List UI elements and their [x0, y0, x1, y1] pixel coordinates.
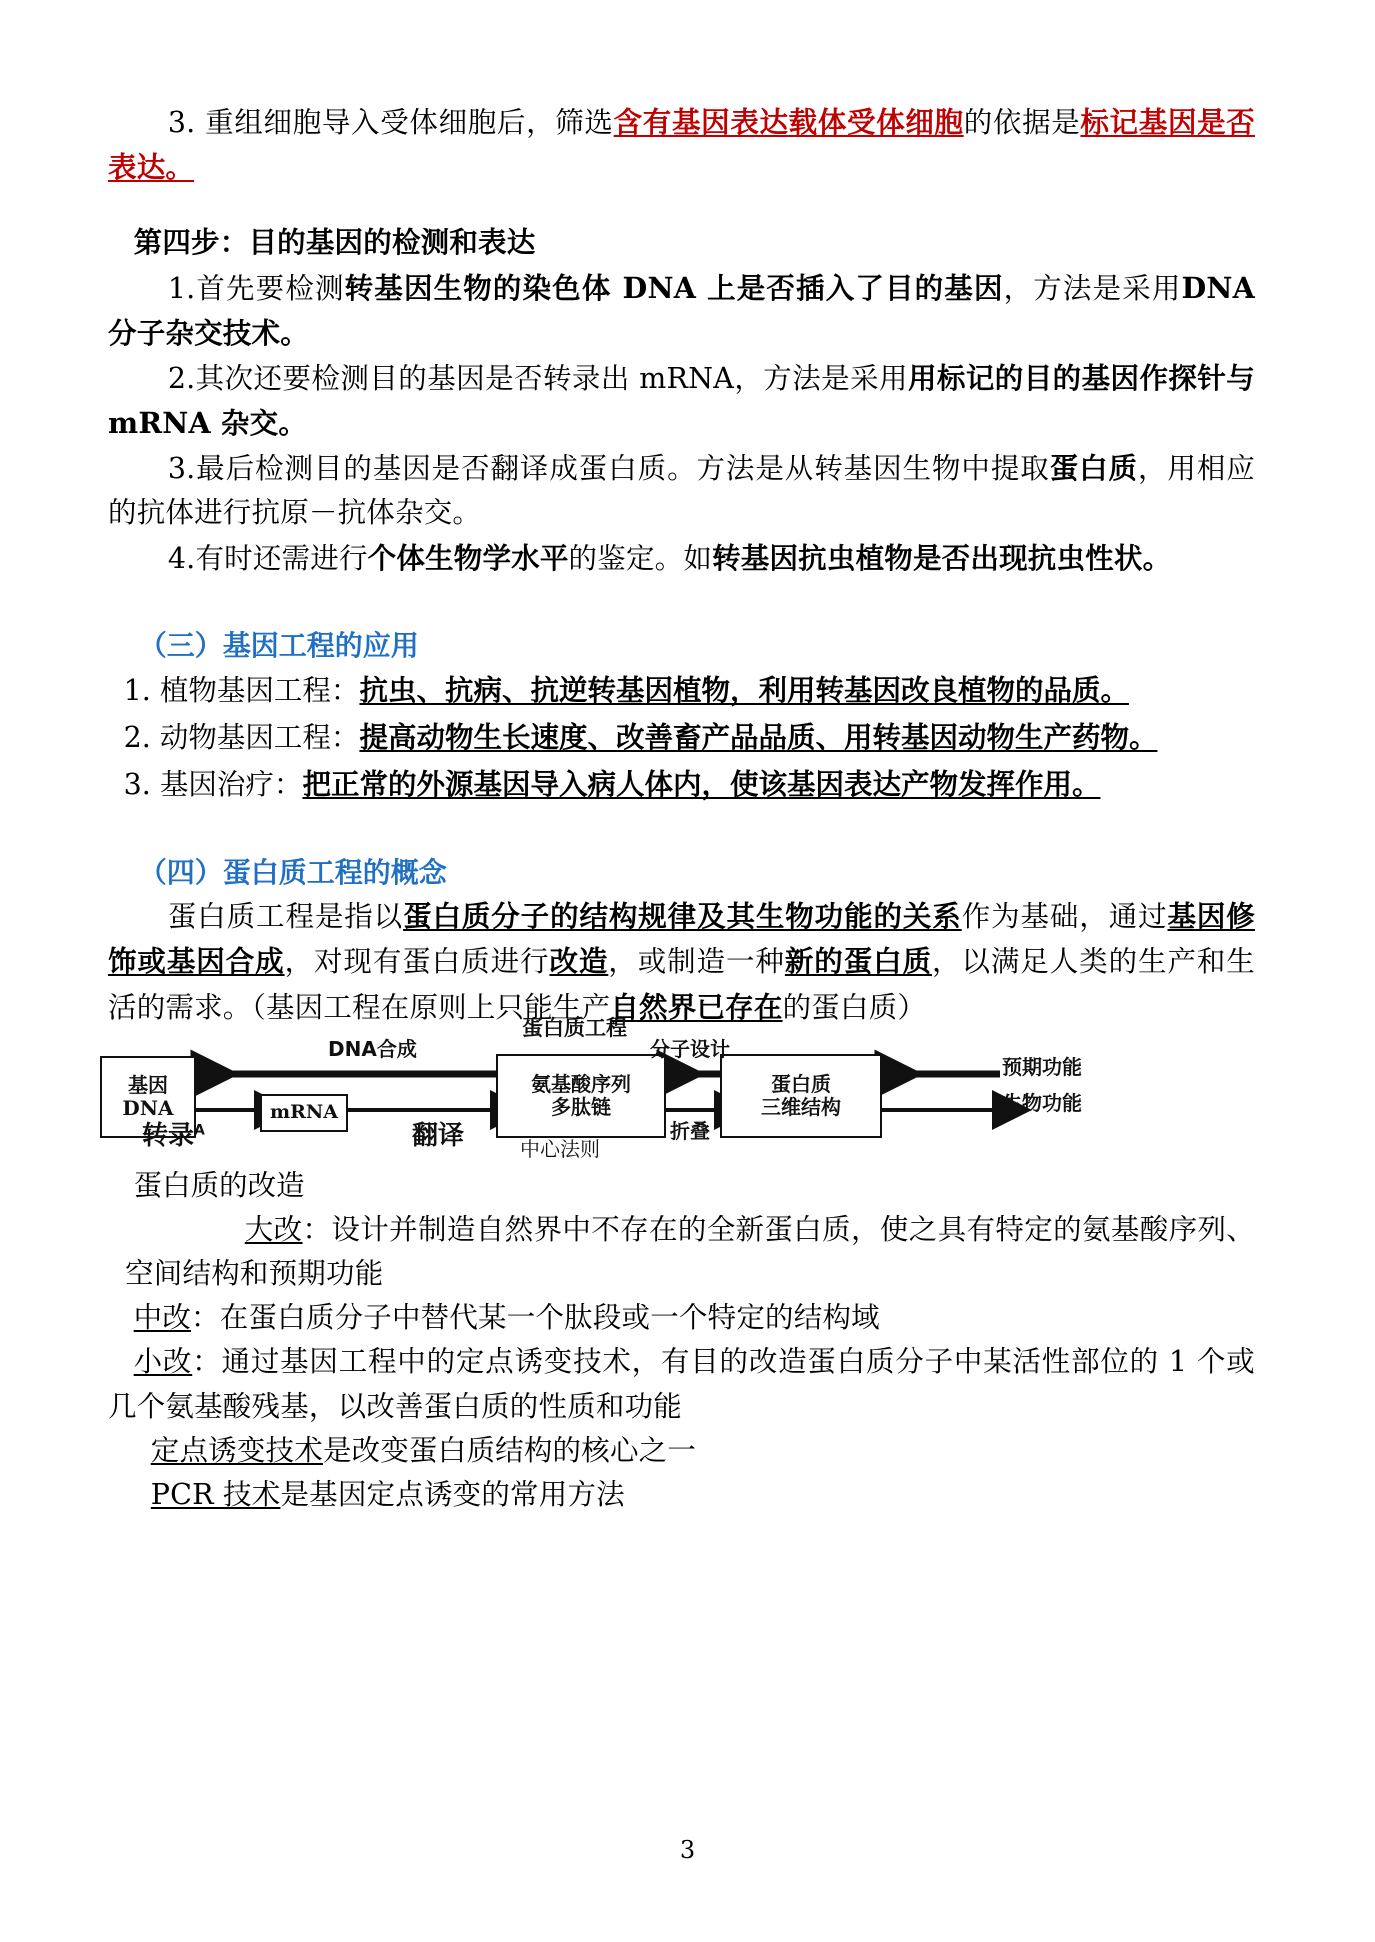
- note-rest: 是基因定点诱变的常用方法: [280, 1477, 625, 1511]
- item-sep: ：: [302, 1212, 332, 1246]
- item-number: 4.: [167, 541, 196, 575]
- protein-modification-note-2: [108, 1473, 1255, 1517]
- item-plain-2: ，方法是采用: [1003, 271, 1182, 305]
- diagram-label-molecular-design: 分子设计: [650, 1036, 730, 1061]
- item-number: 2.: [167, 361, 196, 395]
- diagram-box-mrna: [260, 1094, 348, 1132]
- protein-modification-heading: 蛋白质的改造: [133, 1168, 305, 1202]
- diagram-label-folding: 折叠: [670, 1118, 710, 1143]
- section-three-item-1: [108, 667, 1255, 714]
- page-number: 3: [679, 1836, 696, 1864]
- box-line: 多肽链: [551, 1094, 611, 1119]
- box-line: DNA: [122, 1095, 174, 1120]
- def-underline-3: 改造: [549, 944, 609, 979]
- diagram-box-peptide: [496, 1054, 666, 1138]
- diagram-label-translation: 翻译: [412, 1120, 465, 1151]
- item-bold-1: 用标记的目的基因作探针与 mRNA 杂交。: [108, 360, 1256, 441]
- diagram-label-dna-synthesis: DNA合成: [328, 1036, 417, 1061]
- item-underlined: 把正常的外源基因导入病人体内，使该基因表达产物发挥作用。: [302, 767, 1101, 802]
- note-underlined: PCR 技术: [150, 1477, 281, 1511]
- section-three-item-2: [108, 714, 1255, 761]
- item-label: 小改: [133, 1345, 193, 1379]
- step4-item-2: [108, 356, 1255, 446]
- step4-item-4: [108, 536, 1255, 581]
- step4-item-1: [108, 266, 1255, 356]
- diagram-label-transcription: [142, 1122, 205, 1152]
- item-number: 3.: [167, 452, 196, 486]
- diagram-output-biological-function: 生物功能: [1002, 1090, 1082, 1115]
- protein-engineering-diagram: [90, 1015, 1240, 1162]
- def-underline-5: 自然界已存在: [610, 989, 783, 1024]
- protein-engineering-definition: [108, 894, 1255, 1030]
- spacer: [108, 581, 1255, 625]
- label-text: 转录: [142, 1120, 195, 1151]
- item-bold-2: DNA 分子杂交技术。: [108, 270, 1255, 350]
- def-plain-4: ，或制造一种: [608, 945, 785, 979]
- protein-modification-item-medium: [108, 1296, 1255, 1340]
- def-underline-4: 新的蛋白质: [784, 944, 933, 979]
- item-number: 1.: [167, 271, 196, 305]
- item-text: 在蛋白质分子中替代某一个肽段或一个特定的结构域: [219, 1301, 880, 1335]
- item-label: 大改: [244, 1212, 303, 1246]
- item-bold-2: 转基因抗虫植物是否出现抗虫性状。: [712, 540, 1172, 575]
- note-rest: 是改变蛋白质结构的核心之一: [322, 1433, 697, 1467]
- diagram-title: 蛋白质工程: [522, 1015, 627, 1040]
- item-text: 通过基因工程中的定点诱变技术，有目的改造蛋白质分子中某活性部位的 1 个或几个氨基酸残基，以改善蛋白质的性质和功能: [108, 1345, 1255, 1423]
- box-line: 氨基酸序列: [531, 1072, 631, 1097]
- diagram-output-expected-function: 预期功能: [1002, 1054, 1082, 1079]
- def-underline-1: 蛋白质分子的结构规律及其生物功能的关系: [403, 899, 962, 934]
- def-plain-3: ，对现有蛋白质进行: [284, 945, 550, 979]
- item-plain-2: 的鉴定。如: [568, 541, 713, 575]
- section-three-item-3: [108, 761, 1255, 808]
- spacer: [108, 190, 1255, 220]
- item-label: 中改: [133, 1301, 192, 1335]
- label-superscript: A: [194, 1122, 205, 1139]
- protein-modification-note-1: [108, 1429, 1255, 1473]
- def-plain-5: ，以满足人类的生产和生活的需求。（基因工程在原则上只能生产: [108, 945, 1255, 1024]
- item-underlined: 提高动物生长速度、改善畜产品品质、用转基因动物生产药物。: [359, 719, 1158, 754]
- item-label: 1. 植物基因工程：: [123, 673, 360, 707]
- step3-red-underline-2: 标记基因是否表达。: [108, 105, 1255, 185]
- item-bold-1: 蛋白质: [1049, 451, 1138, 486]
- item-label: 2. 动物基因工程：: [123, 720, 360, 754]
- step3-red-underline-1: 含有基因表达载体受体细胞: [613, 105, 964, 139]
- item-underlined: 抗虫、抗病、抗逆转基因植物，利用转基因改良植物的品质。: [359, 672, 1129, 707]
- step4-heading: [108, 220, 1255, 265]
- section-three-heading: （三）基因工程的应用: [138, 628, 419, 662]
- protein-modification-item-big: [108, 1208, 1255, 1296]
- def-underline-2: 基因修饰或基因合成: [108, 899, 1256, 979]
- step4-item-3: [108, 446, 1255, 535]
- item-plain-2: ，用相应的抗体进行抗原－抗体杂交。: [108, 452, 1255, 530]
- step3-lead-text: 3. 重组细胞导入受体细胞后，筛选: [167, 106, 614, 139]
- item-text: 设计并制造自然界中不存在的全新蛋白质，使之具有特定的氨基酸序列、空间结构和预期功能: [125, 1212, 1256, 1291]
- item-bold-1: 转基因生物的染色体 DNA 上是否插入了目的基因: [344, 270, 1004, 305]
- item-bold-1: 个体生物学水平: [367, 540, 569, 575]
- item-sep: ：: [191, 1301, 220, 1335]
- box-line: 三维结构: [761, 1094, 841, 1119]
- def-plain-1: 蛋白质工程是指以: [167, 900, 404, 934]
- section-four-heading: （四）蛋白质工程的概念: [138, 856, 447, 890]
- spacer: [108, 808, 1255, 852]
- diagram-box-protein-3d: [720, 1054, 882, 1138]
- box-line: 基因: [128, 1073, 168, 1098]
- item-plain-1: 有时还需进行: [195, 541, 368, 575]
- box-line: mRNA: [269, 1101, 338, 1124]
- item-sep: ：: [192, 1345, 222, 1379]
- protein-modification-item-small: [108, 1340, 1255, 1428]
- paragraph-step3: [108, 100, 1255, 190]
- item-plain-1: 首先要检测: [195, 271, 345, 305]
- def-plain-6: 的蛋白质）: [782, 990, 927, 1024]
- item-label: 3. 基因治疗：: [123, 768, 303, 802]
- note-underlined: 定点诱变技术: [150, 1433, 323, 1467]
- def-plain-2: 作为基础，通过: [961, 900, 1168, 934]
- step3-mid-text: 的依据是: [963, 106, 1081, 139]
- box-line: 蛋白质: [771, 1072, 831, 1097]
- item-plain-1: 其次还要检测目的基因是否转录出 mRNA，方法是采用: [195, 361, 908, 395]
- step4-heading-text: 第四步：目的基因的检测和表达: [133, 225, 536, 260]
- diagram-label-central-dogma: 中心法则: [520, 1136, 600, 1161]
- item-plain-1: 最后检测目的基因是否翻译成蛋白质。方法是从转基因生物中提取: [195, 452, 1050, 486]
